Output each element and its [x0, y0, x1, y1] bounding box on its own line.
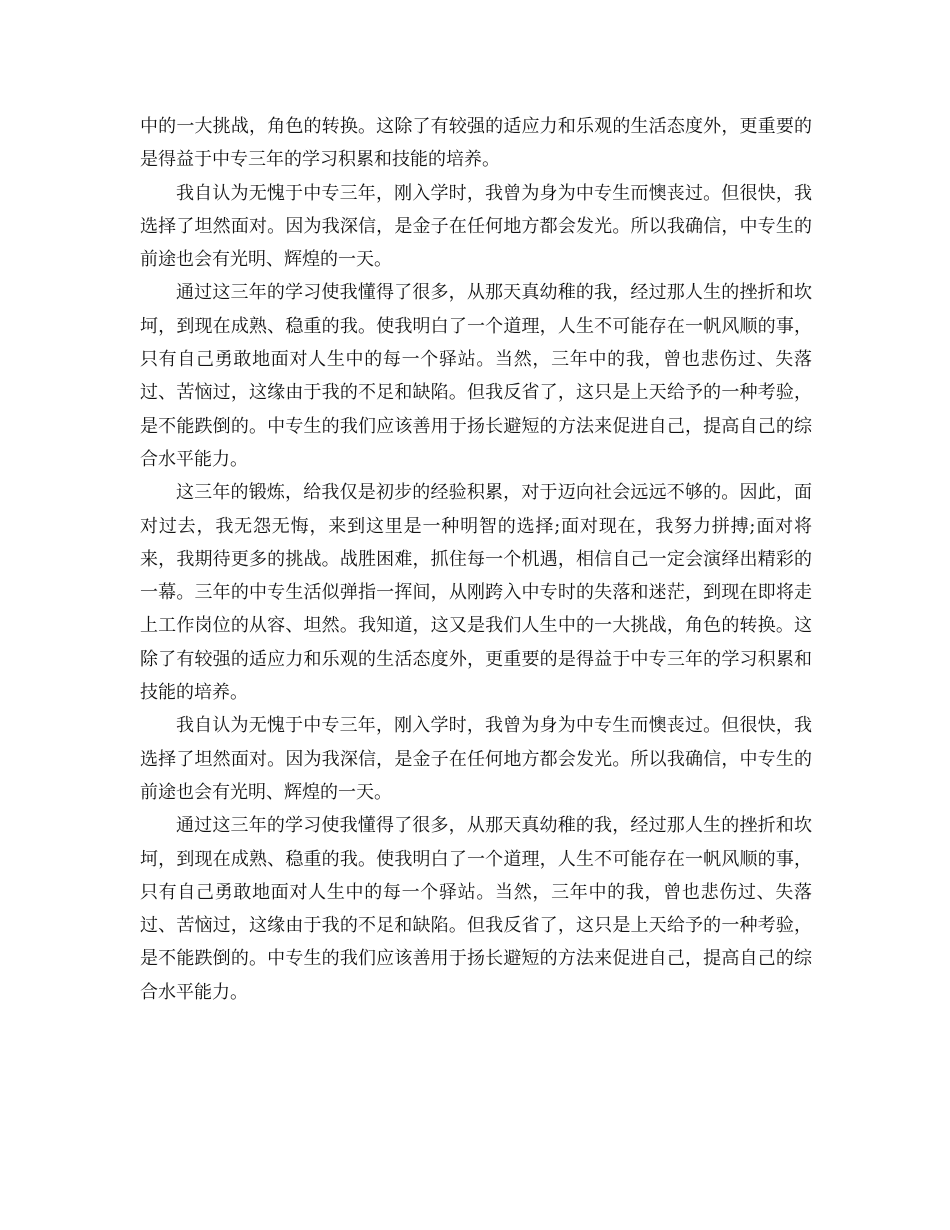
paragraph-6: 通过这三年的学习使我懂得了很多，从那天真幼稚的我，经过那人生的挫折和坎坷，到现在成熟、稳重的我。使我明白了一个道理，人生不可能存在一帆风顺的事，只有自己勇敢地面对人生中的每一个驿站。当然，三年中的我，曾也悲伤过、失落过、苦恼过，这缘由于我的不足和缺陷。但我反省了，这只是上天给予的一种考验，是不能跌倒的。中专生的我们应该善用于扬长避短的方法来促进自己，提高自己的综合水平能力。	[140, 815, 812, 1003]
paragraph-4: 这三年的锻炼，给我仅是初步的经验积累，对于迈向社会远远不够的。因此，面对过去，我无怨无悔，来到这里是一种明智的选择;面对现在，我努力拼搏;面对将来，我期待更多的挑战。战胜困难，抓住每一个机遇，相信自己一定会演绎出精彩的一幕。三年的中专生活似弹指一挥间，从刚跨入中专时的失落和迷茫，到现在即将走上工作岗位的从容、坦然。我知道，这又是我们人生中的一大挑战，角色的转换。这除了有较强的适应力和乐观的生活态度外，更重要的是得益于中专三年的学习积累和技能的培养。	[140, 482, 812, 704]
paragraph-5: 我自认为无愧于中专三年，刚入学时，我曾为身为中专生而懊丧过。但很快，我选择了坦然面对。因为我深信，是金子在任何地方都会发光。所以我确信，中专生的前途也会有光明、辉煌的一天。	[140, 715, 812, 803]
paragraph-2: 我自认为无愧于中专三年，刚入学时，我曾为身为中专生而懊丧过。但很快，我选择了坦然面对。因为我深信，是金子在任何地方都会发光。所以我确信，中专生的前途也会有光明、辉煌的一天。	[140, 182, 812, 271]
paragraph-3: 通过这三年的学习使我懂得了很多，从那天真幼稚的我，经过那人生的挫折和坎坷，到现在成熟、稳重的我。使我明白了一个道理，人生不可能存在一帆风顺的事，只有自己勇敢地面对人生中的每一个驿站。当然，三年中的我，曾也悲伤过、失落过、苦恼过，这缘由于我的不足和缺陷。但我反省了，这只是上天给予的一种考验，是不能跌倒的。中专生的我们应该善用于扬长避短的方法来促进自己，提高自己的综合水平能力。	[140, 282, 812, 470]
paragraph-1: 中的一大挑战，角色的转换。这除了有较强的适应力和乐观的生活态度外，更重要的是得益于中专三年的学习积累和技能的培养。	[140, 116, 812, 171]
document-body	[140, 110, 812, 1009]
